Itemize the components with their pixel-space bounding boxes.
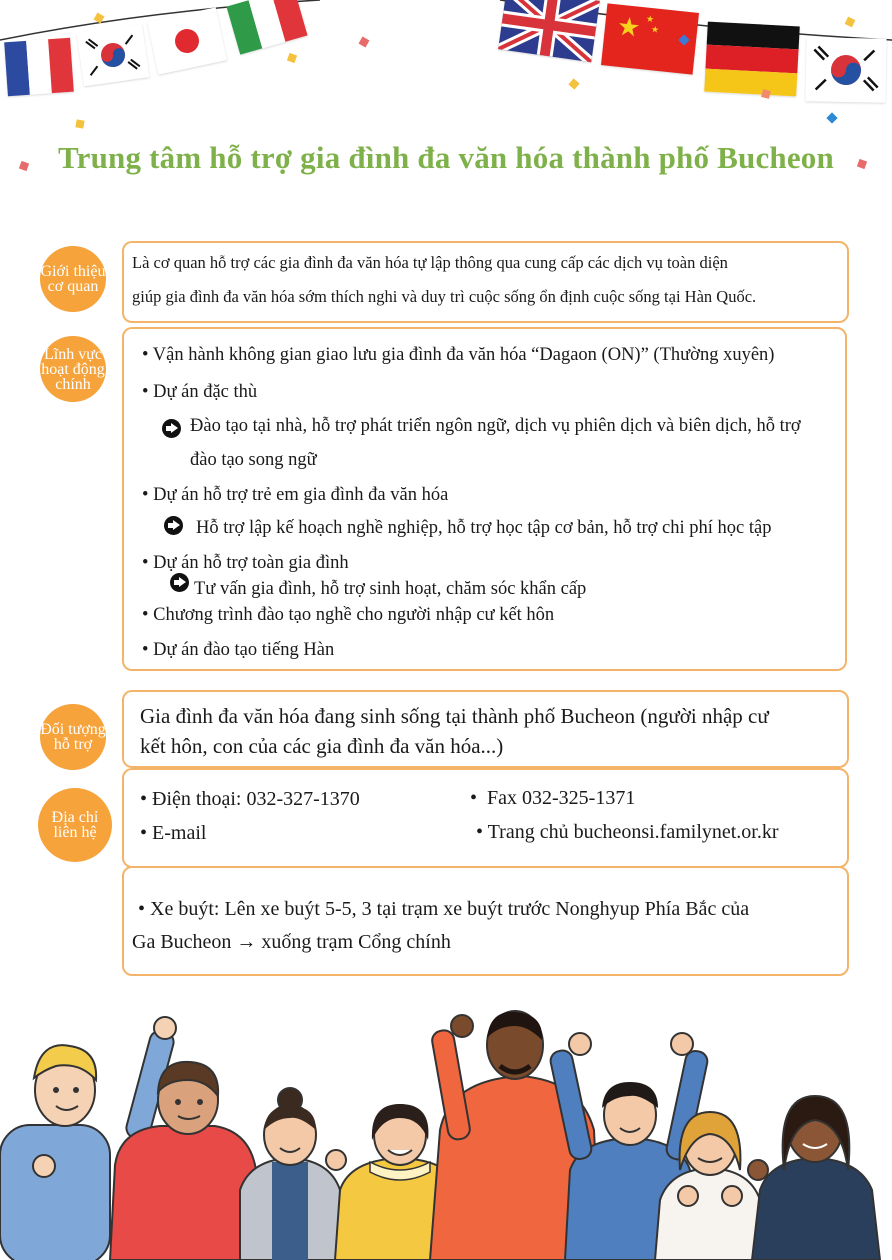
intro-line-2: giúp gia đình đa văn hóa sớm thích nghi và duy trì cuộc sống ổn định cuộc sống tại Hàn Quốc. [132, 287, 757, 306]
france-flag-icon [4, 38, 74, 96]
svg-text:★: ★ [645, 14, 655, 26]
arrow-right-icon [164, 516, 183, 535]
activities-box [122, 327, 847, 671]
contact-phone: • Điện thoại: 032-327-1370 [140, 788, 360, 810]
svg-text:★: ★ [650, 25, 660, 36]
confetti-decoration [761, 89, 771, 99]
person-figure [110, 1062, 260, 1260]
activity-item-5: • Chương trình đào tạo nghề cho người nhập cư kết hôn [142, 605, 555, 625]
person-figure [240, 1088, 340, 1260]
target-line-1: Gia đình đa văn hóa đang sinh sống tại thành phố Bucheon (người nhập cư [140, 704, 769, 728]
confetti-decoration [826, 112, 837, 123]
contact-homepage[interactable]: • Trang chủ bucheonsi.familynet.or.kr [476, 821, 779, 843]
activities-label-badge [40, 336, 106, 402]
intro-box [122, 241, 849, 323]
arrow-right-icon [170, 573, 189, 592]
contact-fax: • Fax 032-325-1371 [470, 787, 636, 809]
bus-line-1: • Xe buýt: Lên xe buýt 5-5, 3 tại trạm xe buýt trước Nonghyup Phía Bắc của [138, 898, 750, 920]
activities-label: Lĩnh vực hoạt động chính [41, 345, 105, 393]
activity-item-2-detail-2: đào tạo song ngữ [190, 450, 317, 470]
person-figure [748, 1096, 880, 1260]
germany-flag-icon [704, 22, 800, 97]
contact-email[interactable]: • E-mail [140, 822, 207, 844]
activity-item-3: • Dự án hỗ trợ trẻ em gia đình đa văn hóa [142, 485, 449, 505]
bus-directions-box [122, 866, 849, 976]
diverse-people-cheering-illustration [0, 1000, 892, 1260]
svg-text:★: ★ [615, 11, 642, 44]
korea-flag-icon [77, 24, 150, 87]
contact-label-badge [38, 788, 112, 862]
target-line-2: kết hôn, con của các gia đình đa văn hóa...) [140, 734, 504, 758]
contact-label: Địa chỉ liên hệ [51, 809, 99, 841]
activity-item-2: • Dự án đặc thù [142, 382, 258, 402]
confetti-decoration [568, 78, 579, 89]
arrow-right-icon [162, 419, 181, 438]
bus-line-2: Ga Bucheon → xuống trạm Cổng chính [132, 931, 451, 953]
activity-item-6: • Dự án đào tạo tiếng Hàn [142, 640, 335, 660]
target-label-badge [40, 704, 106, 770]
activity-item-4-detail: Tư vấn gia đình, hỗ trợ sinh hoạt, chăm sóc khẩn cấp [194, 579, 587, 599]
page-title: Trung tâm hỗ trợ gia đình đa văn hóa thành phố Bucheon [58, 140, 834, 175]
target-box [122, 690, 849, 768]
intro-line-1: Là cơ quan hỗ trợ các gia đình đa văn hóa tự lập thông qua cung cấp các dịch vụ toàn diện [132, 253, 728, 272]
confetti-decoration [75, 119, 84, 128]
contact-box [122, 768, 849, 868]
activity-item-1: • Vận hành không gian giao lưu gia đình đa văn hóa “Dagaon (ON)” (Thường xuyên) [142, 345, 775, 365]
activity-item-3-detail: Hỗ trợ lập kế hoạch nghề nghiệp, hỗ trợ học tập cơ bản, hỗ trợ chi phí học tập [196, 518, 772, 538]
target-label: Đối tượng hỗ trợ [40, 721, 106, 753]
korea-flag-icon [805, 37, 886, 102]
activity-item-2-detail-1: Đào tạo tại nhà, hỗ trợ phát triển ngôn ngữ, dịch vụ phiên dịch và biên dịch, hỗ trợ [190, 416, 801, 436]
intro-label: Giới thiệu cơ quan [40, 263, 106, 295]
activity-item-4: • Dự án hỗ trợ toàn gia đình [142, 553, 349, 573]
intro-label-badge [40, 246, 106, 312]
